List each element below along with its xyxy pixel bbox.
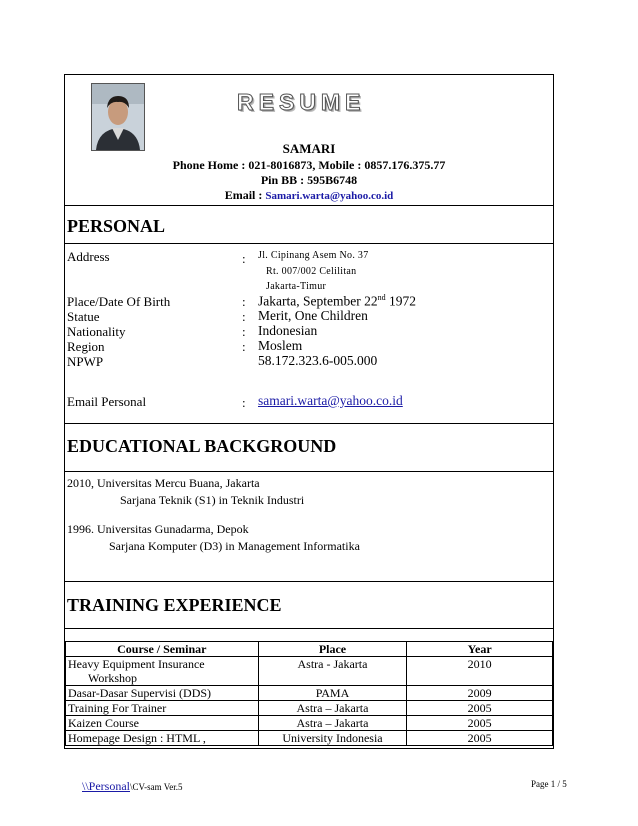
email-personal-link[interactable]: samari.warta@yahoo.co.id [258,393,403,408]
address-line-3: Jakarta-Timur [266,281,327,292]
place-cell: University Indonesia [258,731,407,746]
email-label: Email : [224,188,263,202]
pob-date: Jakarta, September 22 [258,293,378,309]
divider [65,628,553,629]
place-cell: Astra – Jakarta [258,716,407,731]
email-personal-label: Email Personal [67,394,147,409]
footer-link[interactable]: \\Personal [82,779,130,793]
pob-year: 1972 [388,293,416,309]
pin-bb-label: Pin BB [260,173,298,187]
resume-frame [64,74,554,749]
divider [65,581,553,582]
year-cell: 2005 [407,701,553,716]
address-line-2: Rt. 007/002 Celilitan [266,266,357,277]
region-value: Moslem [258,338,303,353]
phone-line: Phone Home : 021-8016873, Mobile : 0857.176.375.77 [172,158,446,172]
education-item-2-line-1: 1996. Universitas Gunadarma, Depok [67,522,249,536]
candidate-name: SAMARI [282,141,336,156]
resume-title: RESUME [237,89,366,115]
training-title: TRAINING EXPERIENCE [67,595,282,615]
course-cell [66,657,259,686]
pin-bb-line [65,173,553,188]
course-cell: Kaizen Course [66,716,259,731]
personal-title: PERSONAL [67,216,166,236]
address-label: Address [67,249,110,264]
colon: : [242,294,246,309]
year-cell: 2010 [407,657,553,686]
npwp-label: NPWP [67,354,104,369]
footer-path-text: \CV-sam Ver.5 [130,782,183,792]
table-row [66,686,553,701]
nationality-label: Nationality [67,324,126,339]
npwp-value: 58.172.323.6-005.000 [258,353,378,368]
statue-label: Statue [67,309,100,324]
column-header-course: Course / Seminar [66,642,259,657]
page-number: Page 1 / 5 [531,779,567,789]
table-header-row [66,642,553,657]
divider [65,423,553,424]
divider [65,205,553,206]
statue-value: Merit, One Children [258,308,368,323]
course-name: Heavy Equipment Insurance [68,657,205,671]
colon: : [242,395,246,410]
pob-label: Place/Date Of Birth [67,294,171,309]
year-cell: 2009 [407,686,553,701]
training-table [65,641,553,746]
region-label: Region [67,339,105,354]
education-item-2-line-2: Sarjana Komputer (D3) in Management Informatika [109,539,360,553]
course-cell: Dasar-Dasar Supervisi (DDS) [66,686,259,701]
education-item-1-line-1: 2010, Universitas Mercu Buana, Jakarta [67,476,260,490]
education-title: EDUCATIONAL BACKGROUND [67,436,337,456]
course-cell: Training For Trainer [66,701,259,716]
divider [65,471,553,472]
footer-path [82,779,183,794]
education-item-1-line-2: Sarjana Teknik (S1) in Teknik Industri [120,493,305,507]
column-header-place: Place [258,642,407,657]
table-row [66,716,553,731]
table-row [66,657,553,686]
colon: : [242,309,246,324]
place-cell: Astra - Jakarta [258,657,407,686]
colon: : [242,339,246,354]
colon: : [242,324,246,339]
table-row [66,701,553,716]
course-cell: Homepage Design : HTML , [66,731,259,746]
place-cell: Astra – Jakarta [258,701,407,716]
divider [65,243,553,244]
email-line [65,188,553,203]
table-row [66,731,553,746]
course-name-cont: Workshop [88,671,138,685]
colon: : [242,251,246,266]
pob-sup: nd [377,293,386,302]
address-line-1: Jl. Cipinang Asem No. 37 [258,250,369,261]
nationality-value: Indonesian [258,323,318,338]
year-cell: 2005 [407,716,553,731]
pin-bb-value: : 595B6748 [300,173,358,187]
column-header-year: Year [407,642,553,657]
email-value[interactable]: Samari.warta@yahoo.co.id [265,190,394,202]
year-cell: 2005 [407,731,553,746]
place-cell: PAMA [258,686,407,701]
